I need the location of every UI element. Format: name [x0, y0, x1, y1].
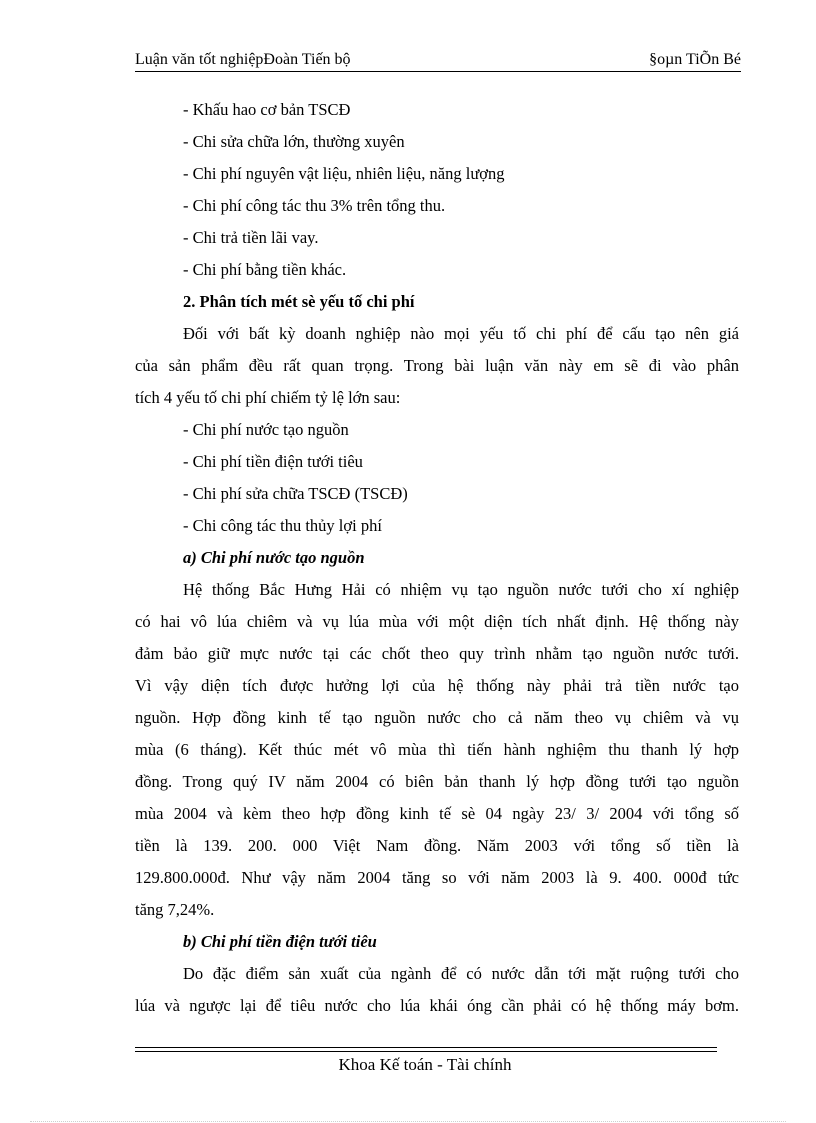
- paragraph-line: đồng. Trong quý IV năm 2004 có biên bản thanh lý hợp đồng tưới tạo nguồn: [135, 772, 739, 791]
- list-item: - Chi phí sửa chữa TSCĐ (TSCĐ): [183, 484, 408, 503]
- paragraph-line: Do đặc điểm sản xuất của ngành để có nước dẫn tới mặt ruộng tưới cho: [183, 964, 739, 983]
- paragraph-line: tiền là 139. 200. 000 Việt Nam đồng. Năm 2003 với tổng số tiền là: [135, 836, 739, 855]
- list-item: - Chi sửa chữa lớn, thường xuyên: [183, 132, 405, 151]
- paragraph-line: có hai vô lúa chiêm và vụ lúa mùa với một diện tích nhất định. Hệ thống này: [135, 612, 739, 631]
- list-item: - Chi phí nguyên vật liệu, nhiên liệu, năng lượng: [183, 164, 505, 183]
- paragraph-line: nguồn. Hợp đồng kinh tế tạo nguồn nước cho cả năm theo vụ chiêm và vụ: [135, 708, 739, 727]
- subsection-heading: b) Chi phí tiền điện tưới tiêu: [183, 932, 377, 951]
- paragraph-line: lúa và ngược lại để tiêu nước cho lúa khái óng cần phải có hệ thống máy bơm.: [135, 996, 739, 1015]
- list-item: - Chi phí công tác thu 3% trên tổng thu.: [183, 196, 446, 215]
- page-header: [135, 50, 741, 72]
- header-right-text: §oµn TiÕn Bé: [649, 51, 741, 68]
- list-item: - Khấu hao cơ bản TSCĐ: [183, 100, 351, 119]
- header-rule: [135, 71, 741, 72]
- paragraph-line: Đối với bất kỳ doanh nghiệp nào mọi yếu tố chi phí để cấu tạo nên giá: [183, 324, 739, 343]
- paragraph-line: Hệ thống Bắc Hưng Hải có nhiệm vụ tạo nguồn nước tưới cho xí nghiệp: [183, 580, 739, 599]
- paragraph-line: 129.800.000đ. Như vậy năm 2004 tăng so với năm 2003 là 9. 400. 000đ tức: [135, 868, 739, 887]
- list-item: - Chi phí bằng tiền khác.: [183, 260, 347, 279]
- list-item: - Chi trả tiền lãi vay.: [183, 228, 319, 247]
- body-text: [135, 94, 739, 1022]
- paragraph-line: tích 4 yếu tố chi phí chiếm tỷ lệ lớn sau:: [135, 388, 401, 407]
- list-item: - Chi phí tiền điện tưới tiêu: [183, 452, 363, 471]
- paragraph-line: Vì vậy diện tích được hưởng lợi của hệ thống này phải trả tiền nước tạo: [135, 676, 739, 695]
- footer-rule: [135, 1051, 717, 1052]
- page-bottom-border: [30, 1121, 786, 1122]
- page-footer: Khoa Kế toán - Tài chính: [338, 1055, 512, 1074]
- subsection-heading: a) Chi phí nước tạo nguồn: [183, 548, 365, 567]
- list-item: - Chi công tác thu thủy lợi phí: [183, 516, 382, 535]
- list-item: - Chi phí nước tạo nguồn: [183, 420, 349, 439]
- section-heading: 2. Phân tích mét sè yếu tố chi phí: [183, 292, 415, 311]
- paragraph-line: mùa 2004 và kèm theo hợp đồng kinh tế sè 04 ngày 23/ 3/ 2004 với tổng số: [135, 804, 739, 823]
- paragraph-line: mùa (6 tháng). Kết thúc mét vô mùa thì tiến hành nghiệm thu thanh lý hợp: [135, 740, 739, 759]
- header-left-text: Luận văn tốt nghiệpĐoàn Tiến bộ: [135, 51, 351, 68]
- paragraph-line: tăng 7,24%.: [135, 900, 215, 919]
- paragraph-line: của sản phẩm đều rất quan trọng. Trong bài luận văn này em sẽ đi vào phân: [135, 356, 739, 375]
- footer-rule: [135, 1047, 717, 1048]
- paragraph-line: đảm bảo giữ mực nước tại các chốt theo quy trình nhằm tạo nguồn nước tưới.: [135, 644, 739, 663]
